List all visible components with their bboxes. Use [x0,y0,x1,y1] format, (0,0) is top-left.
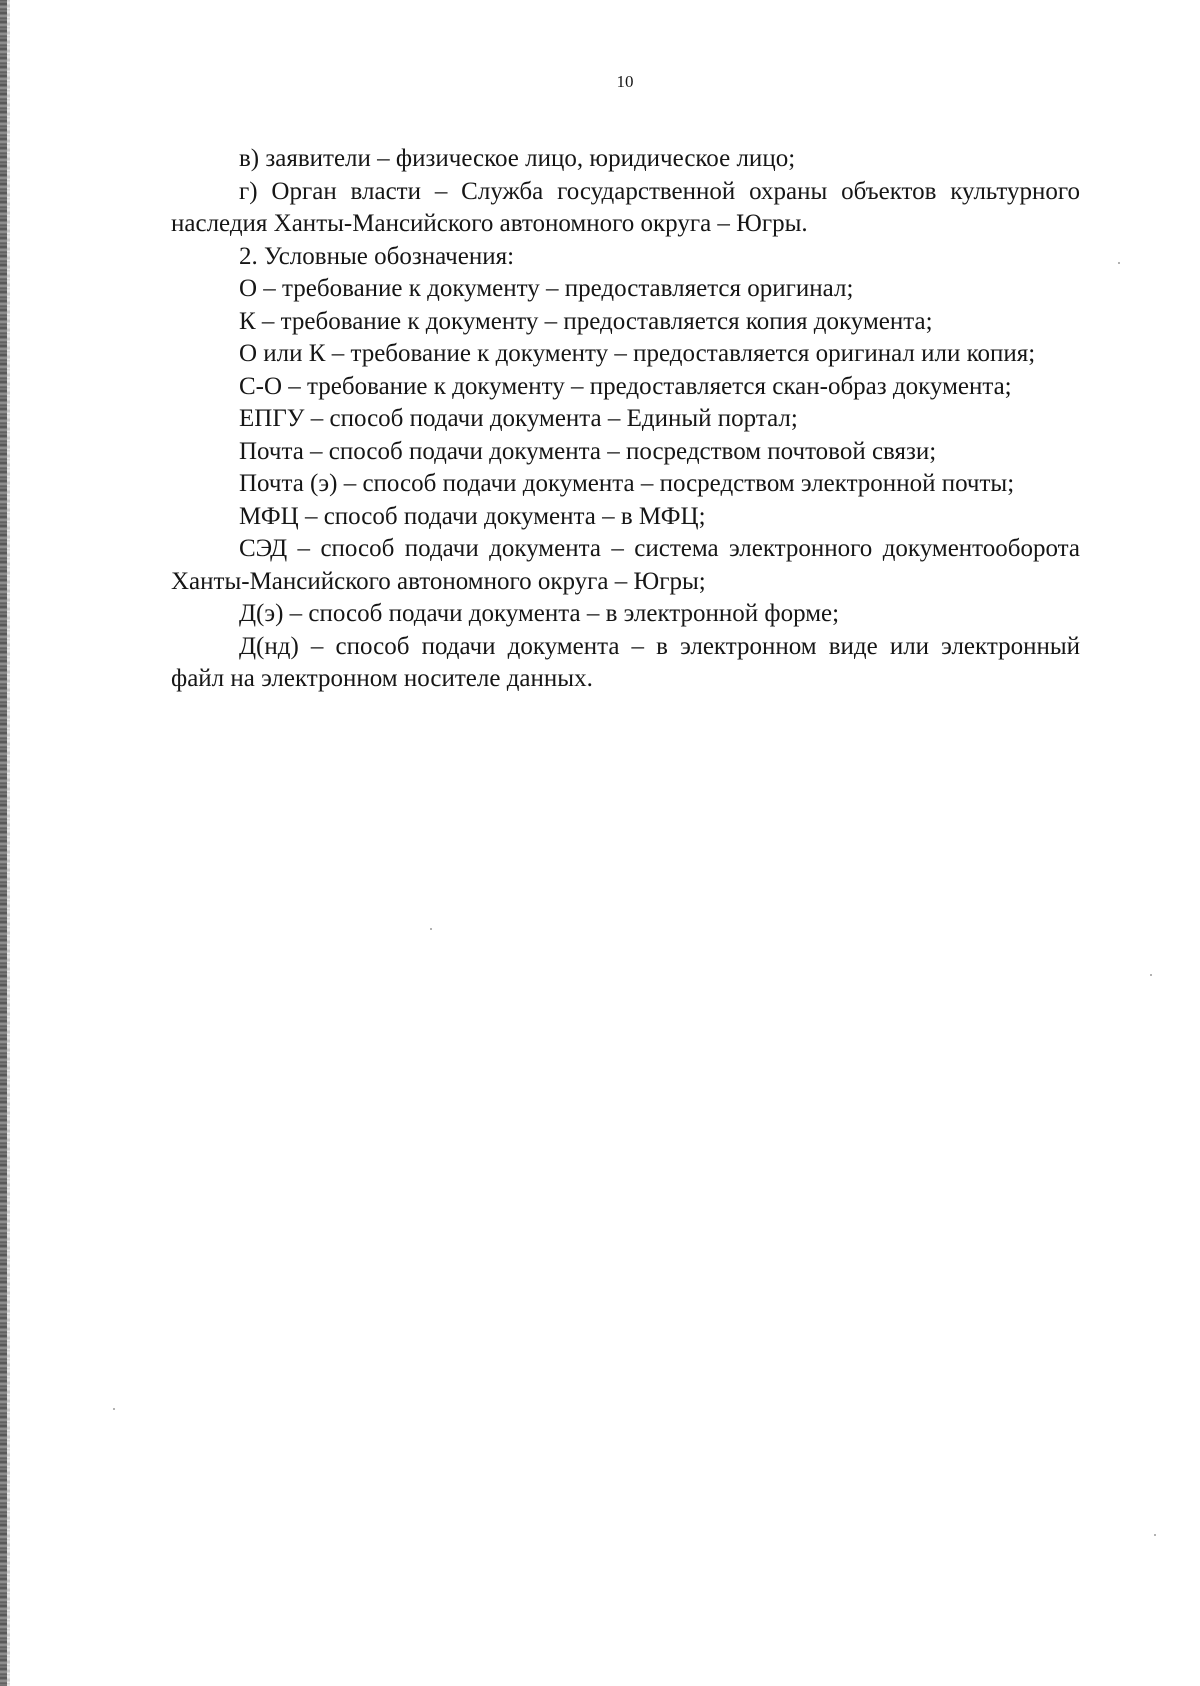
legend-item-original: О – требование к документу – предоставляется оригинал; [239,275,854,302]
legend-item-email: Почта (э) – способ подачи документа – посредством электронной почты; [239,470,1015,497]
scan-speck [1154,1534,1156,1536]
legend-item-mfc: МФЦ – способ подачи документа – в МФЦ; [239,502,706,530]
paragraph-legend-heading: 2. Условные обозначения: [239,242,515,270]
legend-item-sed: СЭД – способ подачи документа – система электронного документооборота Ханты-Мансийского автономного округа – Югры; [171,535,1080,595]
legend-item-copy: К – требование к документу – предоставляется копия документа; [239,307,933,335]
paragraph-authority: г) Орган власти – Служба государственной охраны объектов культурного наследия Ханты-Мансийского автономного округа – Югры. [171,177,1080,237]
document-body [171,143,1080,696]
scan-speck [430,928,432,930]
legend-item-scan: С-О – требование к документу – предоставляется скан-образ документа; [239,372,1012,400]
scan-speck [1118,262,1120,264]
legend-item-epgu: ЕПГУ – способ подачи документа – Единый портал; [239,405,798,432]
legend-item-original-or-copy: О или К – требование к документу – предоставляется оригинал или копия; [239,340,1036,367]
paragraph-applicants: в) заявители – физическое лицо, юридическое лицо; [239,145,796,172]
scan-left-edge-shadow [7,0,10,1686]
legend-item-electronic-form: Д(э) – способ подачи документа – в электронной форме; [239,600,840,627]
legend-item-electronic-media: Д(нд) – способ подачи документа – в электронном виде или электронный файл на электронном носителе данных. [171,632,1080,692]
legend-item-mail: Почта – способ подачи документа – посредством почтовой связи; [239,437,937,465]
scan-left-edge [0,0,7,1686]
scan-speck [113,1408,115,1410]
scan-speck [1150,974,1152,976]
page-number: 10 [616,72,634,91]
